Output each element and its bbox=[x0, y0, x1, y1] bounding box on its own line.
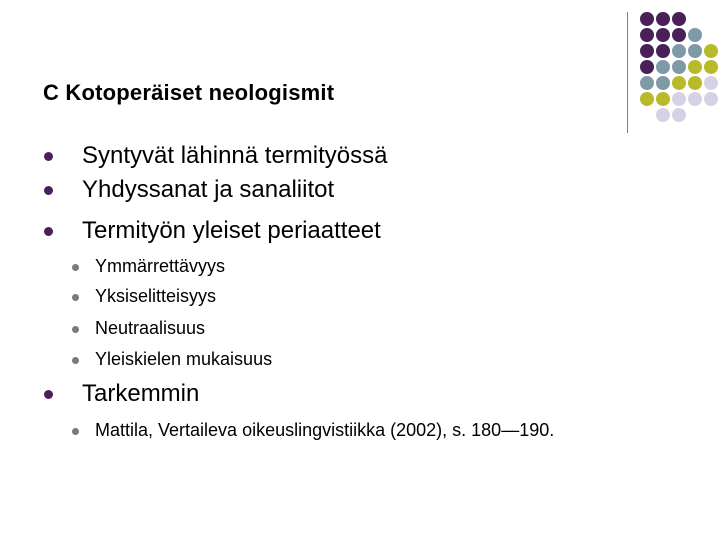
sub-bullet-text: Ymmärrettävyys bbox=[95, 256, 226, 276]
deco-dot bbox=[656, 60, 670, 74]
deco-dot bbox=[688, 28, 702, 42]
deco-dot bbox=[656, 108, 670, 122]
slide-title: C Kotoperäiset neologismit bbox=[43, 80, 335, 105]
deco-dot bbox=[640, 92, 654, 106]
deco-dot bbox=[640, 28, 654, 42]
sub-bullet-text: Neutraalisuus bbox=[95, 318, 206, 338]
deco-dot bbox=[640, 76, 654, 90]
deco-dot bbox=[672, 12, 686, 26]
deco-dot bbox=[688, 76, 702, 90]
sub-bullet-dot-icon bbox=[72, 428, 79, 435]
sub-bullet-dot-icon bbox=[72, 357, 79, 364]
deco-dot bbox=[672, 28, 686, 42]
deco-dot bbox=[656, 12, 670, 26]
deco-dot bbox=[704, 76, 718, 90]
deco-dot bbox=[656, 28, 670, 42]
sub-bullet-text: Yleiskielen mukaisuus bbox=[95, 349, 273, 369]
sub-bullet-text: Yksiselitteisyys bbox=[95, 286, 217, 306]
decorative-divider bbox=[627, 12, 628, 133]
deco-dot bbox=[672, 44, 686, 58]
sub-bullet-dot-icon bbox=[72, 326, 79, 333]
deco-dot bbox=[672, 60, 686, 74]
bullet-dot-icon bbox=[44, 186, 53, 195]
deco-dot bbox=[688, 44, 702, 58]
deco-dot bbox=[640, 60, 654, 74]
deco-dot bbox=[688, 60, 702, 74]
deco-dot bbox=[656, 76, 670, 90]
bullet-text: Termityön yleiset periaatteet bbox=[82, 217, 381, 244]
bullet-dot-icon bbox=[44, 227, 53, 236]
deco-dot bbox=[672, 92, 686, 106]
deco-dot bbox=[640, 44, 654, 58]
deco-dot bbox=[640, 12, 654, 26]
deco-dot bbox=[688, 92, 702, 106]
bullet-text: Syntyvät lähinnä termityössä bbox=[82, 142, 388, 169]
deco-dot bbox=[704, 44, 718, 58]
sub-bullet-text: Mattila, Vertaileva oikeuslingvistiikka (2002), s. 180—190. bbox=[95, 420, 555, 440]
sub-bullet-dot-icon bbox=[72, 264, 79, 271]
bullet-text: Tarkemmin bbox=[82, 380, 200, 407]
sub-bullet-dot-icon bbox=[72, 294, 79, 301]
deco-dot bbox=[672, 108, 686, 122]
bullet-dot-icon bbox=[44, 390, 53, 399]
bullet-text: Yhdyssanat ja sanaliitot bbox=[82, 176, 335, 203]
bullet-dot-icon bbox=[44, 152, 53, 161]
decorative-dot-grid bbox=[636, 12, 720, 122]
deco-dot bbox=[672, 76, 686, 90]
deco-dot bbox=[704, 92, 718, 106]
deco-dot bbox=[704, 60, 718, 74]
deco-dot bbox=[656, 92, 670, 106]
deco-dot bbox=[656, 44, 670, 58]
